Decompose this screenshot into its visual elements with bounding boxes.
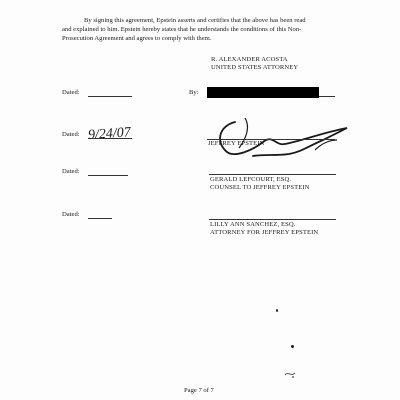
redaction-box (207, 87, 319, 98)
by-signature-line (319, 96, 335, 97)
scan-speck-3 (283, 366, 299, 384)
sanchez-signature-line (209, 219, 336, 220)
handwritten-date-text: 9/24/07 (87, 125, 132, 144)
paragraph-line-2: and explained to him. Epstein hereby states that he understands the conditions of this Non- (62, 26, 302, 33)
dated-label-3: Dated: (62, 168, 80, 175)
attorney-title: UNITED STATES ATTORNEY (211, 64, 299, 71)
paragraph-line-1: By signing this agreement, Epstein asserts and certifies that the above has been read (84, 17, 306, 24)
dated-line-4 (88, 218, 112, 219)
lefcourt-name: GERALD LEFCOURT, ESQ. (210, 176, 292, 183)
dated-line-3 (88, 175, 128, 176)
lefcourt-signature-line (209, 174, 336, 175)
attorney-name: R. ALEXANDER ACOSTA (211, 56, 288, 63)
epstein-name: JEFFREY EPSTEIN (208, 140, 265, 147)
handwritten-date (84, 118, 144, 149)
scan-speck-2 (291, 345, 294, 348)
sanchez-title: ATTORNEY FOR JEFFREY EPSTEIN (210, 229, 319, 236)
by-label: By: (189, 89, 199, 96)
dated-label-4: Dated: (62, 211, 80, 218)
lefcourt-title: COUNSEL TO JEFFREY EPSTEIN (210, 184, 310, 191)
dated-label-1: Dated: (62, 89, 80, 96)
scan-speck-1 (276, 309, 278, 312)
dated-label-2: Dated: (62, 131, 80, 138)
dated-line-2 (88, 138, 132, 139)
paragraph-line-3: Prosecution Agreement and agrees to comply with them. (62, 35, 212, 42)
dated-line-1 (88, 96, 132, 97)
sanchez-name: LILLY ANN SANCHEZ, ESQ. (210, 221, 296, 228)
page-number: Page 7 of 7 (184, 387, 214, 394)
